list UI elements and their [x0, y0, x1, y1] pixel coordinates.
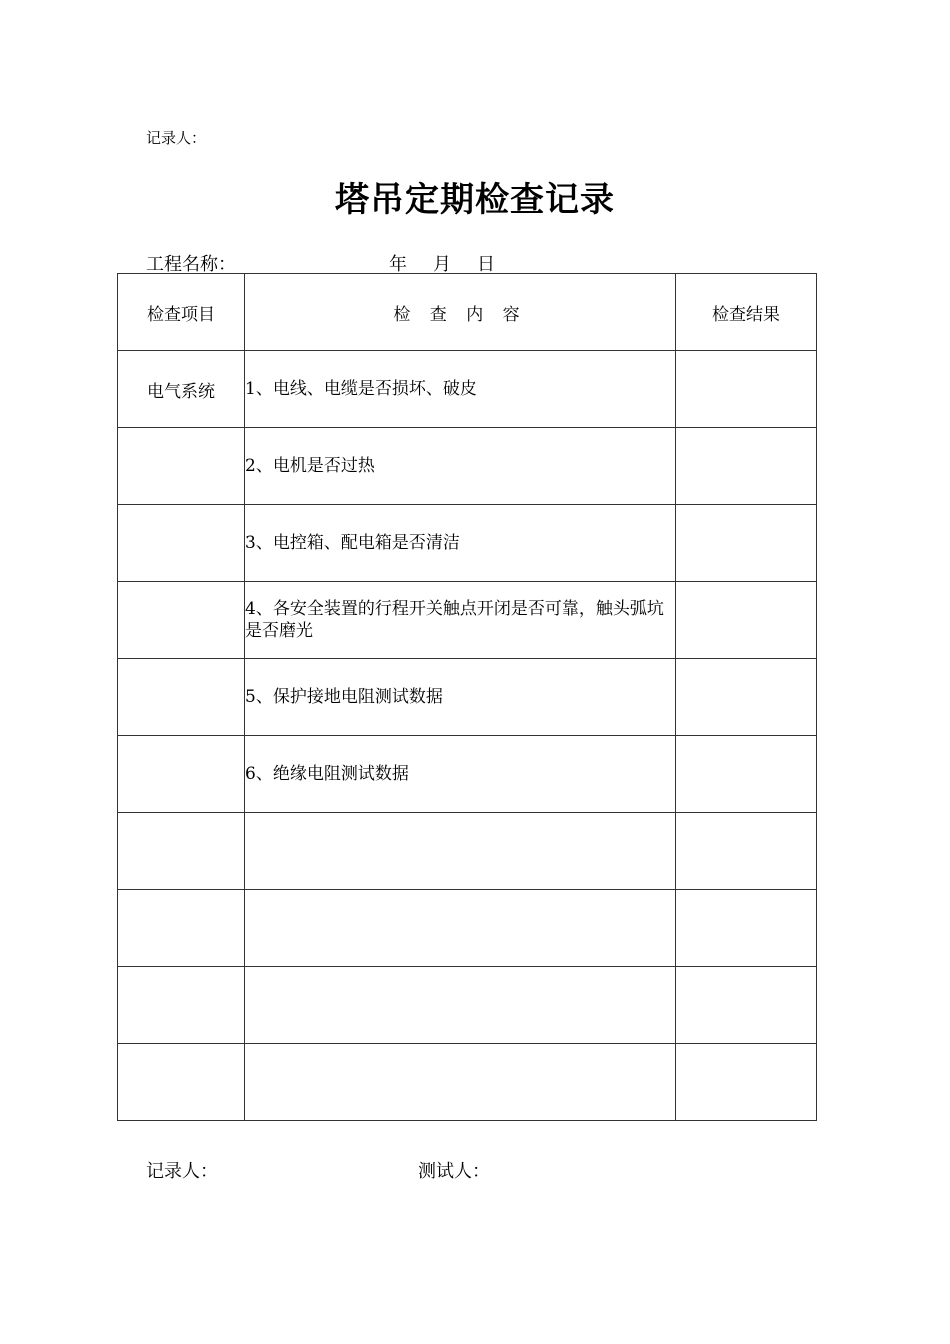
- result-cell[interactable]: [676, 813, 817, 890]
- footer-recorder-label: 记录人：: [146, 1161, 218, 1182]
- table-row: [118, 736, 817, 813]
- result-cell[interactable]: [676, 890, 817, 967]
- content-cell: 3、电控箱、配电箱是否清洁: [245, 505, 676, 582]
- item-cell: [118, 736, 245, 813]
- item-cell: [118, 428, 245, 505]
- page-title: 塔吊定期检查记录: [335, 180, 615, 220]
- item-cell: [118, 659, 245, 736]
- project-name-label: 工程名称：: [146, 254, 236, 275]
- item-cell: [118, 1044, 245, 1121]
- item-cell: [118, 967, 245, 1044]
- table-row: [118, 967, 817, 1044]
- result-cell[interactable]: [676, 505, 817, 582]
- table-row: [118, 428, 817, 505]
- month-label: 月: [433, 254, 451, 275]
- result-cell[interactable]: [676, 1044, 817, 1121]
- table-row: [118, 659, 817, 736]
- item-cell: [118, 890, 245, 967]
- content-cell: 6、绝缘电阻测试数据: [245, 736, 676, 813]
- result-cell[interactable]: [676, 351, 817, 428]
- item-cell: [118, 813, 245, 890]
- table-row: [118, 813, 817, 890]
- item-cell: [118, 582, 245, 659]
- header-result: 检查结果: [676, 274, 817, 351]
- item-cell: [118, 505, 245, 582]
- result-cell[interactable]: [676, 428, 817, 505]
- content-cell: [245, 890, 676, 967]
- table-row: [118, 890, 817, 967]
- content-cell: 4、各安全装置的行程开关触点开闭是否可靠，触头弧坑是否磨光: [245, 582, 676, 659]
- table-row: [118, 351, 817, 428]
- content-cell: [245, 967, 676, 1044]
- inspection-table: [117, 273, 817, 1121]
- table-row: [118, 582, 817, 659]
- table-row: [118, 1044, 817, 1121]
- footer-tester-label: 测试人：: [418, 1161, 490, 1182]
- result-cell[interactable]: [676, 582, 817, 659]
- table-header-row: [118, 274, 817, 351]
- table-row: [118, 505, 817, 582]
- content-cell: 2、电机是否过热: [245, 428, 676, 505]
- header-content: 检 查 内 容: [245, 274, 676, 351]
- top-recorder-label: 记录人：: [146, 129, 207, 147]
- content-cell: [245, 1044, 676, 1121]
- signature-line: [146, 1157, 490, 1183]
- result-cell[interactable]: [676, 736, 817, 813]
- day-label: 日: [477, 254, 495, 275]
- content-cell: 5、保护接地电阻测试数据: [245, 659, 676, 736]
- item-cell: 电气系统: [118, 351, 245, 428]
- result-cell[interactable]: [676, 967, 817, 1044]
- year-label: 年: [389, 254, 407, 275]
- content-cell: [245, 813, 676, 890]
- result-cell[interactable]: [676, 659, 817, 736]
- content-cell: 1、电线、电缆是否损坏、破皮: [245, 351, 676, 428]
- header-item: 检查项目: [118, 274, 245, 351]
